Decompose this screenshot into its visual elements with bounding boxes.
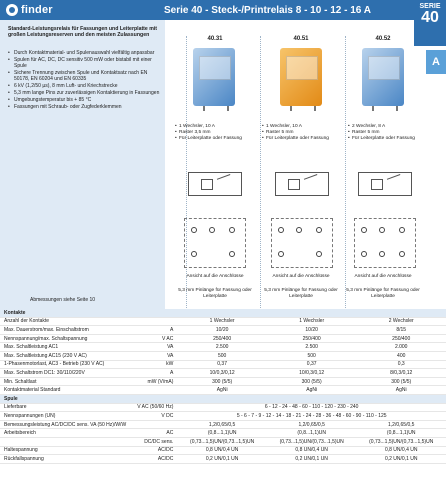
serie-number: 40 [421, 9, 439, 26]
row-label: Max. Schaltleistung AC15 (230 V AC) [0, 351, 130, 360]
row-unit: DC/DC sens. [130, 437, 177, 446]
pcb-layout-40-31 [184, 218, 246, 268]
cell-value: (0,8...1,1)UN [267, 429, 357, 438]
cell-value: 250/400 [356, 334, 446, 343]
cell-value: 0,2 UN/0,1 UN [177, 455, 267, 464]
cell-value: 0,37 [177, 360, 267, 369]
wiring-diagram-40-52 [358, 172, 412, 196]
row-unit: mW (V/mA) [130, 377, 177, 386]
row-unit: V AC (50/60 Hz) [130, 403, 177, 412]
table-row [0, 334, 446, 343]
brand-name: finder [21, 4, 53, 16]
row-unit: AC/DC [130, 446, 177, 455]
cell-value: 1 Wechsler [267, 317, 357, 326]
row-unit: V DC [130, 412, 177, 421]
column-divider [260, 36, 261, 308]
column-divider [345, 36, 346, 308]
cell-value: 1,2/0,65/0,5 [356, 420, 446, 429]
row-unit: AC [130, 429, 177, 438]
cell-value: AgNi [177, 386, 267, 395]
row-label: Bemessungsleistung AC/DC/DC sens. VA (50 Hz)/W/W [0, 420, 130, 429]
features-list [8, 50, 160, 111]
table-row [0, 377, 446, 386]
cell-value: 2.500 [177, 343, 267, 352]
pin-note: 5,3 mm Pinlänge für Fassung oder Leiterplatte [264, 288, 338, 299]
features-title: Standard-Leistungsrelais für Fassungen und Leiterplatte mit großen Leistungsreserven und den meisten Zulassungen [8, 26, 158, 39]
cell-value: 10/20 [177, 326, 267, 335]
spec-item: • Für Leiterplatte oder Fassung [175, 136, 261, 142]
relay-40-51-image [280, 48, 322, 106]
row-label: Kontaktmaterial Standard [0, 386, 130, 395]
cell-value: (0,73...1,5)UN/(0,73...1,5)UN [356, 437, 446, 446]
row-unit [130, 386, 177, 395]
cell-value: 500 [177, 351, 267, 360]
table-row [0, 412, 446, 421]
table-row [0, 326, 446, 335]
cell-value: 1,2/0,65/0,5 [177, 420, 267, 429]
table-row [0, 420, 446, 429]
serie-label: SERIE [419, 3, 441, 10]
view-note: Ansicht auf die Anschlüsse [354, 274, 412, 279]
feature-item: • 5,3 mm lange Pins zur zuverlässigen Kontaktierung in Fassungen [8, 90, 160, 96]
cell-value: (0,73...1,5)UN/(0,73...1,5)UN [177, 437, 267, 446]
cell-value: 0,37 [267, 360, 357, 369]
cell-value: 400 [356, 351, 446, 360]
cell-value: 10/20 [267, 326, 357, 335]
section-title: Kontakte [0, 309, 446, 317]
model-40-31-specs [175, 124, 261, 142]
row-label: Nennspannung/max. Schaltspannung [0, 334, 130, 343]
section-title: Spule [0, 394, 446, 403]
finder-logo-icon [6, 4, 18, 16]
table-row [0, 446, 446, 455]
cell-value: 1 Wechsler [177, 317, 267, 326]
table-row [0, 455, 446, 464]
cell-value: 0,8 UN/0,4 UN [177, 446, 267, 455]
row-label: Anzahl der Kontakte [0, 317, 130, 326]
row-label: Max. Schaltleistung AC1 [0, 343, 130, 352]
cell-value: AgNi [356, 386, 446, 395]
view-note: Ansicht auf die Anschlüsse [186, 274, 244, 279]
model-40-51-specs [262, 124, 348, 142]
cell-value: 5 - 6 - 7 - 9 - 12 - 14 - 18 - 21 - 24 - 28 - 36 - 48 - 60 - 90 - 110 - 125 [177, 412, 446, 421]
row-label: Max. Dauerstrom/max. Einschaltstrom [0, 326, 130, 335]
table-row [0, 386, 446, 395]
side-tab: A [426, 50, 446, 74]
model-40-31-title: 40.31 [207, 36, 223, 42]
pcb-layout-40-52 [354, 218, 416, 268]
cell-value: (0,73...1,5)UN/(0,73...1,5)UN [267, 437, 357, 446]
cell-value: AgNi [267, 386, 357, 395]
table-row [0, 360, 446, 369]
feature-item: • Durch Kontaktmaterial- und Spulenauswahl vielfältig anpassbar [8, 50, 160, 56]
spec-item: • Raster 5 mm [348, 130, 434, 136]
row-label: 1-Phasenmotorlast, AC3 - Betrieb (230 V AC) [0, 360, 130, 369]
cell-value: 2 Wechsler [356, 317, 446, 326]
row-unit: A [130, 369, 177, 378]
spec-item: • 2 Wechsler, 8 A [348, 124, 434, 130]
brand-logo [6, 3, 53, 17]
dimensions-note: Abmessungen siehe Seite 10 [30, 297, 96, 303]
wiring-diagram-40-51 [275, 172, 329, 196]
row-label [0, 437, 130, 446]
table-row [0, 351, 446, 360]
cell-value: 0,8 UN/0,4 UN [356, 446, 446, 455]
spec-item: • Für Leiterplatte oder Fassung [262, 136, 348, 142]
cell-value: (0,8...1,1)UN [356, 429, 446, 438]
cell-value: 2.000 [356, 343, 446, 352]
cell-value: 8/0,3/0,12 [356, 369, 446, 378]
cell-value: 300 (5/5) [356, 377, 446, 386]
row-label: Lieferbare [0, 403, 130, 412]
pcb-layout-40-51 [271, 218, 333, 268]
cell-value: 0,2 UN/0,1 UN [356, 455, 446, 464]
model-40-51-title: 40.51 [293, 36, 309, 42]
spec-item: • 1 Wechsler, 10 A [262, 124, 348, 130]
cell-value: 0,2 UN/0,1 UN [267, 455, 357, 464]
row-unit: AC/DC [130, 455, 177, 464]
table-row [0, 403, 446, 412]
cell-value: 10/0,3/0,12 [177, 369, 267, 378]
cell-value: (0,8...1,1)UN [177, 429, 267, 438]
feature-item: • Umgebungstemperatur bis + 85 °C [8, 97, 160, 103]
table-row [0, 429, 446, 438]
cell-value: 300 (5/5) [177, 377, 267, 386]
row-unit: kW [130, 360, 177, 369]
relay-40-52-image [362, 48, 404, 106]
cell-value: 8/15 [356, 326, 446, 335]
row-unit: VA [130, 343, 177, 352]
row-label: Rückfallspannung [0, 455, 130, 464]
cell-value: 0,8 UN/0,4 UN [267, 446, 357, 455]
row-unit [130, 317, 177, 326]
pin-note: 5,3 mm Pinlänge für Fassung oder Leiterplatte [346, 288, 420, 299]
table-row [0, 369, 446, 378]
cell-value: 1,2/0,65/0,5 [267, 420, 357, 429]
spec-item: • Für Leiterplatte oder Fassung [348, 136, 434, 142]
feature-item: • 6 kV (1,2/50 µs), 8 mm Luft- und Kriechstrecke [8, 83, 160, 89]
row-label: Nennspannungen (UN) [0, 412, 130, 421]
spec-item: • Raster 5 mm [262, 130, 348, 136]
feature-item: • Sichere Trennung zwischen Spule und Kontaktsatz nach EN 50178, EN 60204 und EN 60335 [8, 70, 160, 82]
cell-value: 300 (5/5) [267, 377, 357, 386]
row-label: Min. Schaltlast [0, 377, 130, 386]
cell-value: 500 [267, 351, 357, 360]
table-row [0, 343, 446, 352]
section-header [0, 394, 446, 403]
spec-table [0, 309, 446, 464]
row-label: Haltespannung [0, 446, 130, 455]
cell-value: 2.500 [267, 343, 357, 352]
cell-value: 250/400 [267, 334, 357, 343]
section-header [0, 309, 446, 317]
spec-item: • Raster 3,5 mm [175, 130, 261, 136]
series-title: Serie 40 - Steck-/Printrelais 8 - 10 - 12 - 16 A [164, 5, 371, 16]
model-40-52-specs [348, 124, 434, 142]
wiring-diagram-40-31 [188, 172, 242, 196]
row-label: Max. Schaltstrom DC1: 30/110/220V [0, 369, 130, 378]
cell-value: 6 - 12 - 24 - 48 - 60 - 110 - 120 - 230 - 240 [177, 403, 446, 412]
row-unit: V AC [130, 334, 177, 343]
view-note: Ansicht auf die Anschlüsse [272, 274, 330, 279]
row-unit: VA [130, 351, 177, 360]
row-unit: A [130, 326, 177, 335]
cell-value: 10/0,3/0,12 [267, 369, 357, 378]
feature-item: • Fassungen mit Schraub- oder Zugfederklemmen [8, 104, 160, 110]
row-unit [130, 420, 177, 429]
pin-note: 5,3 mm Pinlänge für Fassung oder Leiterplatte [178, 288, 252, 299]
relay-40-31-image [193, 48, 235, 106]
cell-value: 250/400 [177, 334, 267, 343]
feature-item: • Spulen für AC, DC, DC sensitiv 500 mW oder bistabil mit einer Spule [8, 57, 160, 69]
table-row [0, 437, 446, 446]
cell-value: 0,3 [356, 360, 446, 369]
spec-item: • 1 Wechsler, 10 A [175, 124, 261, 130]
row-label: Arbeitsbereich [0, 429, 130, 438]
model-40-52-title: 40.52 [375, 36, 391, 42]
table-row [0, 317, 446, 326]
